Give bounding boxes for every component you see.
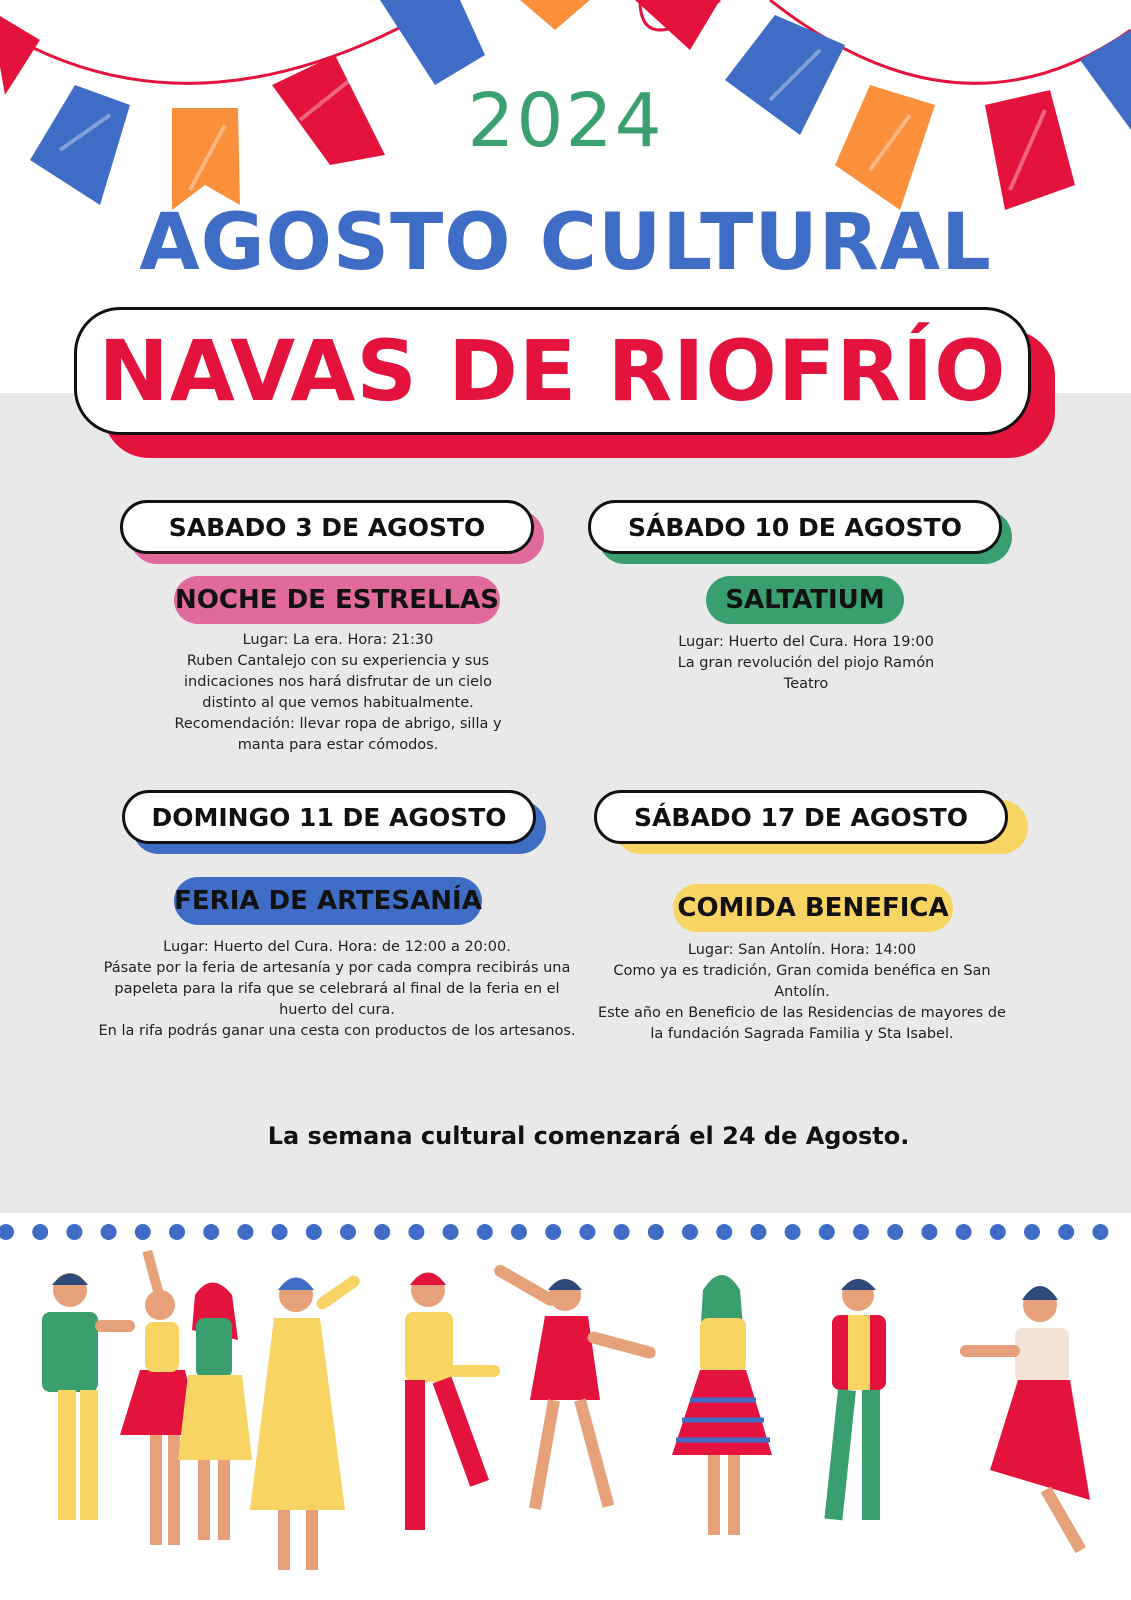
event-detail-line: papeleta para la rifa que se celebrará al final de la feria en el bbox=[114, 981, 560, 997]
event-name-pill bbox=[174, 877, 482, 925]
event-name-text: FERIA DE ARTESANÍA bbox=[174, 886, 482, 916]
dancer-figure bbox=[492, 1263, 657, 1510]
divider-dot bbox=[990, 1224, 1006, 1240]
divider-dot bbox=[272, 1224, 288, 1240]
event-date-pill bbox=[594, 790, 1008, 844]
event-name-text: NOCHE DE ESTRELLAS bbox=[175, 585, 499, 615]
event-detail-line: Lugar: San Antolín. Hora: 14:00 bbox=[687, 942, 917, 958]
divider-dot bbox=[135, 1224, 151, 1240]
event-detail-line: Ruben Cantalejo con su experiencia y sus bbox=[186, 653, 490, 669]
divider-dot bbox=[819, 1224, 835, 1240]
divider-dot bbox=[374, 1224, 390, 1240]
divider-dot bbox=[0, 1224, 14, 1240]
pennant-blue bbox=[380, 0, 485, 85]
event-detail-line: indicaciones nos hará disfrutar de un cielo bbox=[184, 674, 492, 690]
event-detail-line: distinto al que vemos habitualmente. bbox=[202, 695, 474, 711]
divider-dot bbox=[477, 1224, 493, 1240]
event-detail-line: Este año en Beneficio de las Residencias de mayores de bbox=[598, 1005, 1006, 1021]
event-details bbox=[588, 632, 1024, 695]
divider-dot bbox=[511, 1224, 527, 1240]
event-detail-line: Lugar: La era. Hora: 21:30 bbox=[242, 632, 434, 648]
dancer-figure bbox=[824, 1279, 886, 1520]
dancer-figure bbox=[672, 1275, 772, 1535]
divider-dot bbox=[956, 1224, 972, 1240]
dancer-figure bbox=[405, 1273, 500, 1531]
divider-dot bbox=[66, 1224, 82, 1240]
divider-dot bbox=[443, 1224, 459, 1240]
dancer-figure bbox=[960, 1286, 1090, 1553]
dancer-figure bbox=[42, 1273, 135, 1520]
event-details bbox=[120, 630, 556, 756]
event-details bbox=[66, 937, 608, 1042]
divider-dot bbox=[648, 1224, 664, 1240]
footer-note: La semana cultural comenzará el 24 de Agosto. bbox=[267, 1122, 910, 1150]
event-detail-line: Recomendación: llevar ropa de abrigo, silla y bbox=[174, 716, 502, 732]
year-heading: 2024 bbox=[467, 78, 664, 164]
event-detail-line: En la rifa podrás ganar una cesta con productos de los artesanos. bbox=[98, 1023, 576, 1039]
event-detail-line: la fundación Sagrada Familia y Sta Isabel. bbox=[650, 1026, 954, 1042]
event-name-text: SALTATIUM bbox=[725, 585, 885, 615]
divider-dot bbox=[340, 1224, 356, 1240]
divider-dot bbox=[169, 1224, 185, 1240]
divider-dot bbox=[32, 1224, 48, 1240]
divider-dot bbox=[203, 1224, 219, 1240]
divider-dot bbox=[545, 1224, 561, 1240]
event-detail-line: huerto del cura. bbox=[279, 1002, 395, 1018]
event-details bbox=[574, 940, 1030, 1045]
event-detail-line: Lugar: Huerto del Cura. Hora: de 12:00 a 20:00. bbox=[163, 939, 511, 955]
divider-dot bbox=[1058, 1224, 1074, 1240]
divider-dot bbox=[101, 1224, 117, 1240]
event-detail-line: Antolín. bbox=[774, 984, 830, 1000]
event-detail-line: Teatro bbox=[783, 676, 829, 692]
divider-dot bbox=[579, 1224, 595, 1240]
divider-dot bbox=[682, 1224, 698, 1240]
divider-dot bbox=[1024, 1224, 1040, 1240]
event-name-pill bbox=[174, 576, 500, 624]
divider-dot bbox=[306, 1224, 322, 1240]
dotted-divider bbox=[0, 1222, 1131, 1242]
event-detail-line: Pásate por la feria de artesanía y por cada compra recibirás una bbox=[103, 960, 571, 976]
divider-dot bbox=[716, 1224, 732, 1240]
divider-dot bbox=[853, 1224, 869, 1240]
town-name: NAVAS DE RIOFRÍO bbox=[98, 322, 1007, 420]
event-name-pill bbox=[706, 576, 904, 624]
pennant-orange bbox=[520, 0, 590, 30]
event-date-text: DOMINGO 11 DE AGOSTO bbox=[151, 802, 507, 832]
dancers-illustration bbox=[0, 1250, 1131, 1600]
dancer-figure bbox=[178, 1283, 252, 1541]
event-date-text: SÁBADO 10 DE AGOSTO bbox=[628, 512, 962, 542]
event-date-pill bbox=[122, 790, 536, 844]
town-banner bbox=[74, 307, 1031, 435]
event-detail-line: Lugar: Huerto del Cura. Hora 19:00 bbox=[678, 634, 934, 650]
event-detail-line: manta para estar cómodos. bbox=[237, 737, 439, 753]
divider-dot bbox=[1092, 1224, 1108, 1240]
divider-dot bbox=[408, 1224, 424, 1240]
divider-dot bbox=[750, 1224, 766, 1240]
divider-dot bbox=[785, 1224, 801, 1240]
main-title: AGOSTO CULTURAL bbox=[139, 198, 992, 288]
dancer-figure bbox=[250, 1273, 362, 1570]
divider-dot bbox=[921, 1224, 937, 1240]
divider-dot bbox=[887, 1224, 903, 1240]
divider-dot bbox=[614, 1224, 630, 1240]
event-name-pill bbox=[673, 884, 953, 932]
event-date-text: SÁBADO 17 DE AGOSTO bbox=[634, 802, 968, 832]
event-detail-line: Como ya es tradición, Gran comida benéfica en San bbox=[613, 963, 991, 979]
event-date-pill bbox=[120, 500, 534, 554]
event-date-text: SABADO 3 DE AGOSTO bbox=[168, 512, 486, 542]
divider-dot bbox=[237, 1224, 253, 1240]
event-date-pill bbox=[588, 500, 1002, 554]
event-name-text: COMIDA BENEFICA bbox=[677, 893, 949, 923]
event-detail-line: La gran revolución del piojo Ramón bbox=[677, 655, 935, 671]
